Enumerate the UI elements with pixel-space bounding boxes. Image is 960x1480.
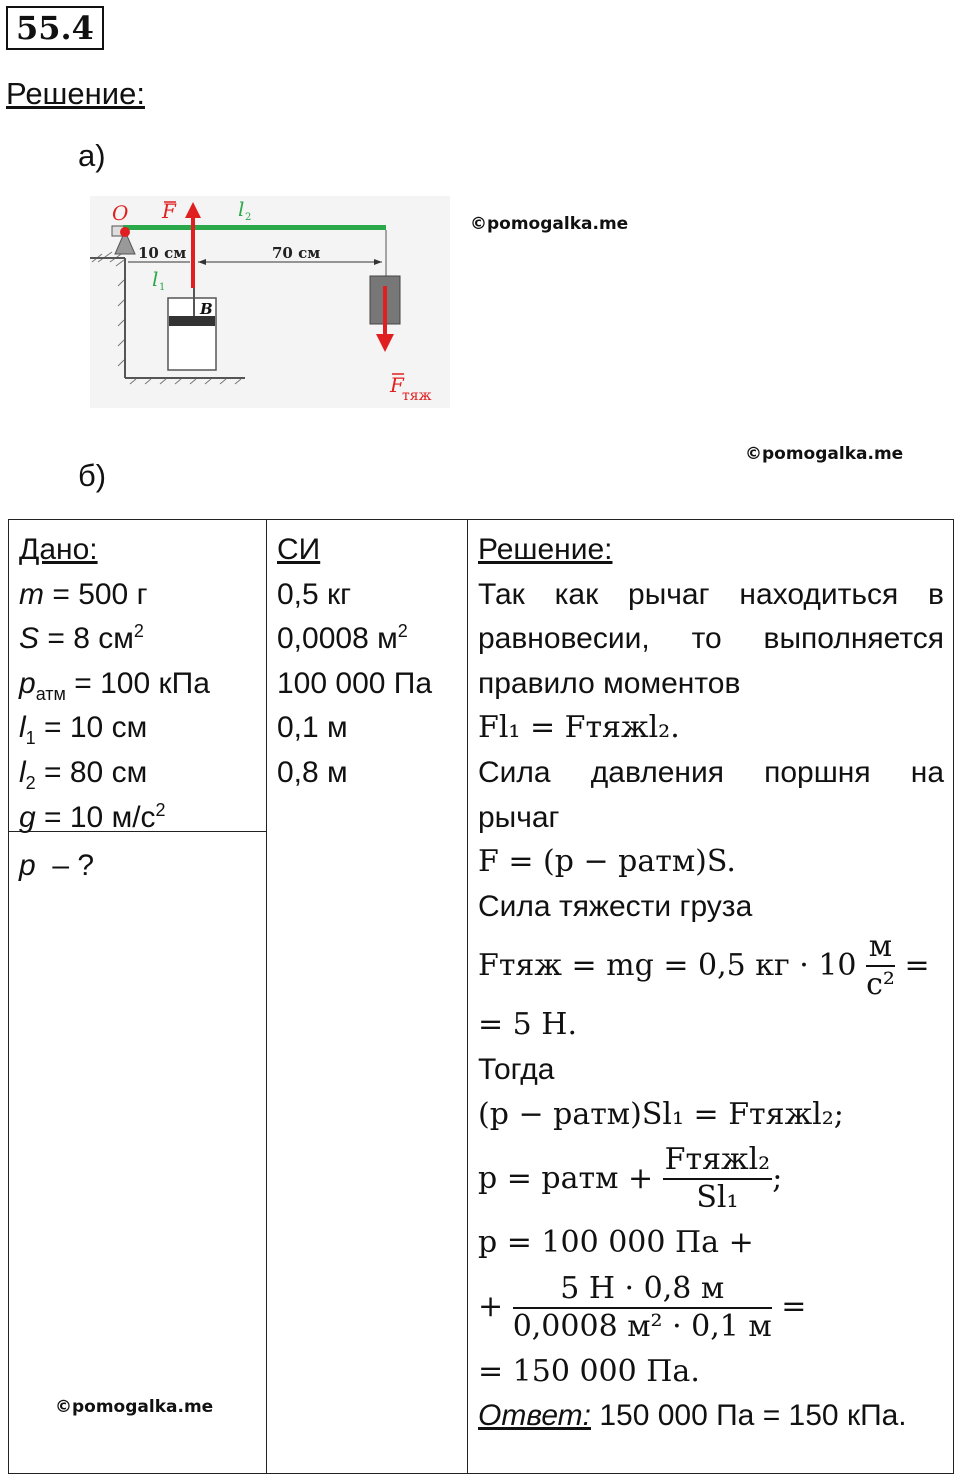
solution-text-1c: правило моментов xyxy=(478,666,741,700)
solution-heading: Решение: xyxy=(6,76,145,111)
si-l2: 0,8 м xyxy=(277,755,348,789)
watermark: ©pomogalka.me xyxy=(745,444,904,464)
part-a-label: а) xyxy=(78,138,106,173)
watermark: ©pomogalka.me xyxy=(55,1397,214,1417)
watermark: ©pomogalka.me xyxy=(470,214,629,234)
equation-p-formula: p = pатм + $\frac{\text{Fтяжl₂}}{\text{Sl₁}}$ ; xyxy=(478,1142,783,1216)
given-heading: Дано: xyxy=(19,533,98,566)
part-b-label: б) xyxy=(78,458,107,493)
label-l1: l xyxy=(152,267,159,291)
si-pressure: 100 000 Па xyxy=(277,666,433,700)
solution-table xyxy=(8,519,954,1474)
si-l1: 0,1 м xyxy=(277,711,348,745)
given-g: g = 10 $м/с^2$ xyxy=(19,799,166,834)
solution-text-2b: рычаг xyxy=(478,800,560,834)
solution-text-1b: равновесии, то выполняется xyxy=(478,622,944,656)
given-l2: $l_2 = 80$ см xyxy=(19,755,148,793)
si-column xyxy=(277,528,467,796)
task-number: 55.4 xyxy=(6,6,104,50)
equation-gravity-result: = 5 Н. xyxy=(478,1007,577,1043)
label-10cm: 10 см xyxy=(138,244,187,262)
label-b: B xyxy=(200,300,213,318)
given-pressure: $p_{атм} = 100$ кПа xyxy=(19,666,210,704)
label-l1-sub: 1 xyxy=(159,282,166,293)
equation-p-substituted: p = 100 000 Па + xyxy=(478,1225,754,1261)
si-heading: СИ xyxy=(277,533,321,566)
given-mass: m = 500 г xyxy=(19,577,148,611)
answer: Ответ: 150 000 Па = 150 кПа. xyxy=(478,1399,907,1433)
si-mass: 0,5 кг xyxy=(277,577,352,611)
label-ftyazh-sub: тяж xyxy=(402,388,432,404)
si-area: 0,0008 $м^2$ xyxy=(277,621,408,656)
equation-p-result: = 150 000 Па. xyxy=(478,1353,700,1389)
label-ftyazh: F xyxy=(390,373,404,397)
solution-text-4: Тогда xyxy=(478,1052,555,1086)
solution-text-3: Сила тяжести груза xyxy=(478,889,753,923)
solution-text-2a: Сила давления поршня на xyxy=(478,755,944,789)
label-f: F xyxy=(162,199,176,223)
solution-text-1a: Так как рычаг находиться в xyxy=(478,577,944,611)
equation-moments: Fl₁ = Fтяжl₂. xyxy=(478,710,680,746)
label-o: O xyxy=(112,201,129,225)
label-l2: l xyxy=(238,197,245,221)
label-l2-sub: 2 xyxy=(245,212,252,223)
solution-column xyxy=(478,528,944,1439)
label-70cm: 70 см xyxy=(272,244,321,262)
given-l1: $l_1 = 10$ см xyxy=(19,711,148,749)
solution-col-heading: Решение: xyxy=(478,533,613,566)
given-column xyxy=(19,528,264,889)
equation-gravity: Fтяж = mg = 0,5 кг · 10 $\frac{м}{\text{с²}}$ = xyxy=(478,929,930,1003)
find-p: p – ? xyxy=(19,849,95,883)
equation-force: F = (p − pатм)S. xyxy=(478,844,736,880)
given-area: S = 8 $см^2$ xyxy=(19,621,144,656)
equation-balance: (p − pатм)Sl₁ = Fтяжl₂; xyxy=(478,1096,844,1132)
lever-figure xyxy=(90,196,450,408)
equation-p-fraction: + $\frac{5 Н \cdot 0,8 м}{\text{0,0008 м² · 0,1 м}}$ = xyxy=(478,1270,807,1344)
